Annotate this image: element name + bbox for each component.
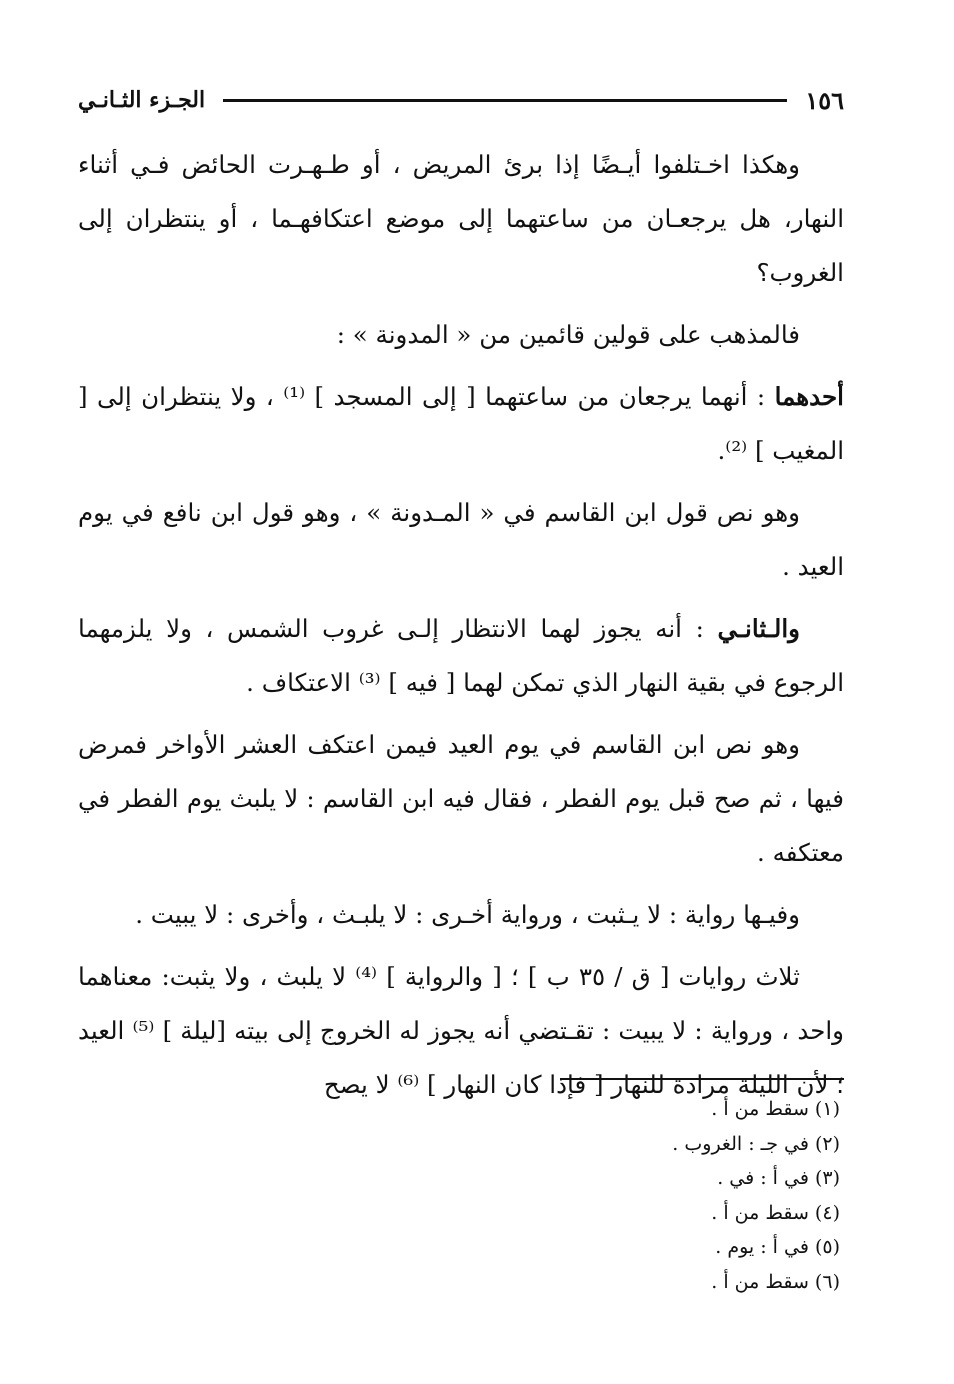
paragraph-2: فالمذهب على قولين قائمين من « المدونة » :: [336, 320, 800, 349]
main-text: [78, 138, 844, 1120]
paragraph-5: [78, 602, 844, 710]
footnote-6: (٦) سقط من أ .: [711, 1270, 840, 1293]
paragraph-7: وفيـها رواية : لا يـثبت ، ورواية أخـرى : لا يلبـث ، وأخرى : لا يبيت .: [135, 900, 800, 929]
footnotes: [500, 1092, 844, 1299]
running-title: الجـزء الثـانـي: [78, 87, 206, 113]
footnote-5: (٥) في أ : يوم .: [715, 1236, 840, 1258]
paragraph-5-lead: والـثانـي: [717, 614, 800, 643]
footnote-separator: [560, 1078, 844, 1080]
footnote-4: (٤) سقط من أ .: [711, 1201, 840, 1224]
paragraph-3-lead: أحدهما: [774, 382, 844, 411]
paragraph-1: وهكذا اخـتلفوا أيـضًا إذا برئ المريض ، أو طـهـرت الحائض فـي أثناء النهار، هل يرجعـان من ساعتهما إلى موضع اعتكافهـما ، أو ينتظران إلى الغروب؟: [78, 150, 844, 287]
footnote-3: (٣) في أ : في .: [717, 1167, 840, 1189]
header-rule: [223, 99, 787, 102]
paragraph-3: [78, 370, 844, 478]
paragraph-4: وهو نص قول ابن القاسم في « المـدونة » ، وهو قول ابن نافع في يوم العيد .: [78, 498, 844, 581]
paragraph-8: ثلاث روايات [ ق / ٣٥ ب ] ؛ [ والرواية ] ⁽⁴⁾ لا يلبث ، ولا يثبت: معناهما واحد ، ورواية : لا يبيت : تقـتضي أنه يجوز له الخروج إلى بيته [ليلة ] ⁽⁵⁾ العيد ؛ لأن الليلة مرادة للنهار [ فإذا كان النهار ] ⁽⁶⁾ لا يصح: [78, 962, 844, 1099]
page-number: ١٥٦: [805, 85, 844, 115]
paragraph-6: وهو نص ابن القاسم في يوم العيد فيمن اعتكف العشر الأواخر فمرض فيها ، ثم صح قبل يوم الفطر ، فقال فيه ابن القاسم : لا يلبث يوم الفطر في معتكفه .: [78, 730, 844, 867]
paragraph-3-text: : أنهما يرجعان من ساعتهما [ إلى المسجد ] ⁽¹⁾ ، ولا ينتظران إلى [ المغيب ] ⁽²⁾.: [78, 382, 844, 465]
footnote-1: (١) سقط من أ .: [711, 1098, 840, 1120]
footnote-2: (٢) في جـ : الغروب .: [672, 1132, 840, 1155]
running-header: [78, 80, 844, 120]
paragraph-5-text: : أنه يجوز لهما الانتظار إلـى غروب الشمس ، ولا يلزمهما الرجوع في بقية النهار الذي تمكن لهما [ فيه ] ⁽³⁾ الاعتكاف .: [78, 614, 844, 697]
